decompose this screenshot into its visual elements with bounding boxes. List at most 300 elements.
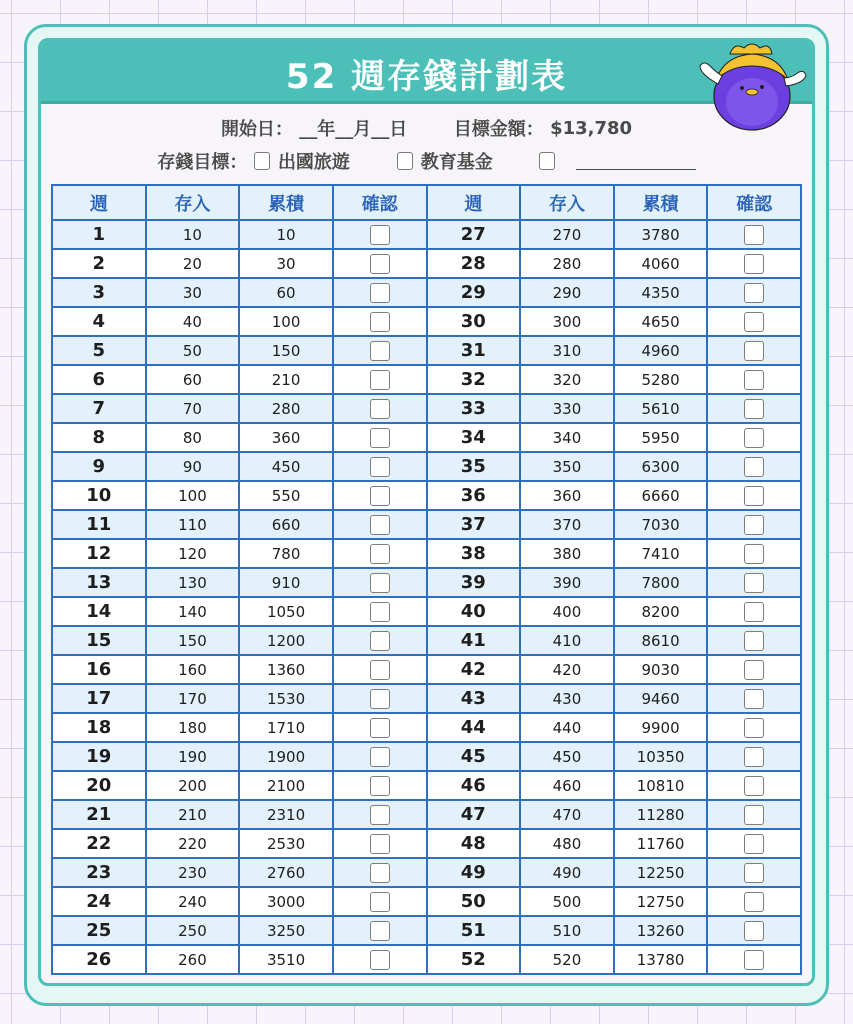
deposit-cell: 200 [146,771,240,800]
deposit-cell: 310 [520,336,614,365]
total-cell: 5610 [614,394,708,423]
table-row [52,481,801,510]
week-cell: 19 [52,742,146,771]
total-cell: 5950 [614,423,708,452]
week-cell: 4 [52,307,146,336]
confirm-cell [333,684,427,713]
confirm-checkbox[interactable] [370,341,390,361]
total-cell: 9460 [614,684,708,713]
confirm-cell [333,655,427,684]
goal-custom-input[interactable] [576,152,696,170]
deposit-cell: 320 [520,365,614,394]
confirm-cell [333,568,427,597]
confirm-cell [707,394,801,423]
confirm-checkbox[interactable] [370,370,390,390]
total-cell: 30 [239,249,333,278]
week-cell: 45 [427,742,521,771]
total-cell: 100 [239,307,333,336]
deposit-cell: 10 [146,220,240,249]
deposit-cell: 50 [146,336,240,365]
confirm-checkbox[interactable] [370,283,390,303]
confirm-cell [333,597,427,626]
deposit-cell: 390 [520,568,614,597]
week-cell: 36 [427,481,521,510]
confirm-cell [707,887,801,916]
total-cell: 1050 [239,597,333,626]
goal-checkbox-custom[interactable] [539,152,555,170]
deposit-cell: 210 [146,800,240,829]
total-cell: 7410 [614,539,708,568]
confirm-checkbox[interactable] [744,312,764,332]
confirm-checkbox[interactable] [744,573,764,593]
deposit-cell: 420 [520,655,614,684]
start-date-field[interactable]: __年__月__日 [299,119,408,140]
confirm-checkbox[interactable] [744,718,764,738]
week-cell: 46 [427,771,521,800]
deposit-cell: 110 [146,510,240,539]
deposit-cell: 180 [146,713,240,742]
confirm-cell [707,684,801,713]
deposit-cell: 170 [146,684,240,713]
confirm-cell [707,365,801,394]
table-row [52,684,801,713]
deposit-cell: 280 [520,249,614,278]
total-cell: 8610 [614,626,708,655]
table-row [52,829,801,858]
total-cell: 3510 [239,945,333,974]
table-row [52,626,801,655]
week-cell: 52 [427,945,521,974]
total-cell: 11280 [614,800,708,829]
week-cell: 15 [52,626,146,655]
week-cell: 38 [427,539,521,568]
confirm-cell [707,336,801,365]
confirm-checkbox[interactable] [744,892,764,912]
week-cell: 23 [52,858,146,887]
total-cell: 660 [239,510,333,539]
deposit-cell: 230 [146,858,240,887]
deposit-cell: 160 [146,655,240,684]
deposit-cell: 100 [146,481,240,510]
week-cell: 20 [52,771,146,800]
confirm-cell [333,423,427,452]
confirm-checkbox[interactable] [744,457,764,477]
confirm-cell [707,249,801,278]
confirm-cell [707,510,801,539]
confirm-cell [707,597,801,626]
confirm-cell [333,713,427,742]
total-cell: 13260 [614,916,708,945]
deposit-cell: 440 [520,713,614,742]
week-cell: 12 [52,539,146,568]
total-cell: 450 [239,452,333,481]
table-row [52,655,801,684]
week-cell: 43 [427,684,521,713]
week-cell: 5 [52,336,146,365]
confirm-checkbox[interactable] [370,834,390,854]
deposit-cell: 60 [146,365,240,394]
confirm-cell [333,365,427,394]
week-cell: 47 [427,800,521,829]
deposit-cell: 20 [146,249,240,278]
total-cell: 3250 [239,916,333,945]
table-body [52,220,801,974]
table-row [52,568,801,597]
total-cell: 8200 [614,597,708,626]
confirm-checkbox[interactable] [744,254,764,274]
confirm-cell [333,829,427,858]
confirm-checkbox[interactable] [370,457,390,477]
deposit-cell: 30 [146,278,240,307]
total-cell: 150 [239,336,333,365]
total-cell: 2100 [239,771,333,800]
week-cell: 3 [52,278,146,307]
deposit-cell: 470 [520,800,614,829]
goal-checkbox-education[interactable] [397,152,413,170]
total-cell: 4960 [614,336,708,365]
header-week: 週 [52,185,146,220]
confirm-checkbox[interactable] [370,486,390,506]
week-cell: 16 [52,655,146,684]
header-deposit: 存入 [520,185,614,220]
deposit-cell: 510 [520,916,614,945]
confirm-cell [333,742,427,771]
confirm-cell [707,713,801,742]
deposit-cell: 80 [146,423,240,452]
week-cell: 42 [427,655,521,684]
confirm-cell [333,771,427,800]
week-cell: 31 [427,336,521,365]
deposit-cell: 370 [520,510,614,539]
total-cell: 6660 [614,481,708,510]
confirm-checkbox[interactable] [370,515,390,535]
header-deposit: 存入 [146,185,240,220]
week-cell: 2 [52,249,146,278]
week-cell: 21 [52,800,146,829]
table-row [52,365,801,394]
confirm-cell [333,626,427,655]
total-cell: 360 [239,423,333,452]
confirm-checkbox[interactable] [744,834,764,854]
total-cell: 7030 [614,510,708,539]
week-cell: 40 [427,597,521,626]
table-row [52,278,801,307]
goal-row [0,148,853,174]
week-cell: 11 [52,510,146,539]
total-cell: 12250 [614,858,708,887]
total-cell: 3780 [614,220,708,249]
week-cell: 29 [427,278,521,307]
total-cell: 2760 [239,858,333,887]
confirm-checkbox[interactable] [370,312,390,332]
week-cell: 26 [52,945,146,974]
deposit-cell: 410 [520,626,614,655]
week-cell: 6 [52,365,146,394]
confirm-cell [333,220,427,249]
week-cell: 32 [427,365,521,394]
confirm-checkbox[interactable] [744,428,764,448]
goal-checkbox-travel[interactable] [254,152,270,170]
confirm-cell [333,510,427,539]
week-cell: 27 [427,220,521,249]
table-row [52,916,801,945]
total-cell: 9900 [614,713,708,742]
total-cell: 10350 [614,742,708,771]
confirm-cell [707,916,801,945]
deposit-cell: 270 [520,220,614,249]
confirm-checkbox[interactable] [370,747,390,767]
confirm-cell [707,539,801,568]
table-row [52,800,801,829]
confirm-cell [333,394,427,423]
header-total: 累積 [239,185,333,220]
goal-option-education: 教育基金 [420,152,493,173]
total-cell: 1360 [239,655,333,684]
deposit-cell: 150 [146,626,240,655]
confirm-cell [333,336,427,365]
confirm-cell [707,278,801,307]
confirm-checkbox[interactable] [370,805,390,825]
table-row [52,510,801,539]
confirm-checkbox[interactable] [744,544,764,564]
confirm-cell [707,481,801,510]
confirm-cell [333,916,427,945]
table-row [52,423,801,452]
total-cell: 60 [239,278,333,307]
confirm-cell [333,887,427,916]
confirm-cell [707,655,801,684]
confirm-cell [707,220,801,249]
deposit-cell: 300 [520,307,614,336]
confirm-cell [333,539,427,568]
table-row [52,713,801,742]
confirm-cell [707,771,801,800]
confirm-checkbox[interactable] [370,776,390,796]
confirm-checkbox[interactable] [370,660,390,680]
deposit-cell: 290 [520,278,614,307]
deposit-cell: 140 [146,597,240,626]
week-cell: 8 [52,423,146,452]
week-cell: 18 [52,713,146,742]
confirm-checkbox[interactable] [744,602,764,622]
confirm-cell [333,858,427,887]
week-cell: 49 [427,858,521,887]
table-row [52,249,801,278]
goal-label: 存錢目標： [157,152,248,173]
total-cell: 11760 [614,829,708,858]
total-cell: 10 [239,220,333,249]
table-row [52,742,801,771]
total-cell: 4350 [614,278,708,307]
deposit-cell: 260 [146,945,240,974]
total-cell: 1200 [239,626,333,655]
confirm-checkbox[interactable] [370,689,390,709]
deposit-cell: 490 [520,858,614,887]
deposit-cell: 40 [146,307,240,336]
table-row [52,887,801,916]
deposit-cell: 430 [520,684,614,713]
table-row [52,452,801,481]
deposit-cell: 480 [520,829,614,858]
total-cell: 2310 [239,800,333,829]
start-date-label: 開始日： [220,119,293,140]
week-cell: 7 [52,394,146,423]
confirm-checkbox[interactable] [744,805,764,825]
confirm-checkbox[interactable] [744,225,764,245]
confirm-checkbox[interactable] [370,631,390,651]
header-confirm: 確認 [333,185,427,220]
confirm-checkbox[interactable] [370,718,390,738]
confirm-cell [333,307,427,336]
confirm-checkbox[interactable] [744,486,764,506]
week-cell: 22 [52,829,146,858]
confirm-cell [333,249,427,278]
confirm-cell [707,423,801,452]
page-title: 52 週存錢計劃表 [285,57,568,97]
deposit-cell: 520 [520,945,614,974]
confirm-checkbox[interactable] [370,573,390,593]
deposit-cell: 380 [520,539,614,568]
confirm-checkbox[interactable] [370,921,390,941]
total-cell: 9030 [614,655,708,684]
confirm-cell [707,945,801,974]
confirm-checkbox[interactable] [370,950,390,970]
target-amount-label: 目標金額： [453,119,544,140]
week-cell: 14 [52,597,146,626]
deposit-cell: 190 [146,742,240,771]
total-cell: 1710 [239,713,333,742]
week-cell: 17 [52,684,146,713]
confirm-checkbox[interactable] [370,544,390,564]
table-row [52,307,801,336]
confirm-checkbox[interactable] [370,399,390,419]
total-cell: 3000 [239,887,333,916]
confirm-checkbox[interactable] [744,660,764,680]
confirm-checkbox[interactable] [744,283,764,303]
total-cell: 5280 [614,365,708,394]
header-total: 累積 [614,185,708,220]
week-cell: 37 [427,510,521,539]
plan-info-row [0,115,853,141]
confirm-cell [707,800,801,829]
total-cell: 280 [239,394,333,423]
deposit-cell: 240 [146,887,240,916]
confirm-cell [333,278,427,307]
total-cell: 10810 [614,771,708,800]
table-row [52,945,801,974]
deposit-cell: 220 [146,829,240,858]
confirm-checkbox[interactable] [370,225,390,245]
total-cell: 12750 [614,887,708,916]
confirm-cell [707,626,801,655]
confirm-cell [333,481,427,510]
confirm-checkbox[interactable] [370,892,390,912]
header-week: 週 [427,185,521,220]
deposit-cell: 360 [520,481,614,510]
confirm-checkbox[interactable] [744,776,764,796]
table-row [52,220,801,249]
table-row [52,597,801,626]
confirm-cell [333,452,427,481]
confirm-checkbox[interactable] [370,602,390,622]
confirm-checkbox[interactable] [370,863,390,883]
total-cell: 4650 [614,307,708,336]
deposit-cell: 350 [520,452,614,481]
total-cell: 1530 [239,684,333,713]
week-cell: 9 [52,452,146,481]
table-row [52,858,801,887]
week-cell: 35 [427,452,521,481]
week-cell: 51 [427,916,521,945]
confirm-cell [333,945,427,974]
week-cell: 28 [427,249,521,278]
week-cell: 24 [52,887,146,916]
deposit-cell: 130 [146,568,240,597]
total-cell: 910 [239,568,333,597]
confirm-checkbox[interactable] [744,921,764,941]
confirm-cell [707,858,801,887]
confirm-cell [707,829,801,858]
week-cell: 34 [427,423,521,452]
deposit-cell: 400 [520,597,614,626]
table-header-row [52,185,801,220]
total-cell: 13780 [614,945,708,974]
week-cell: 30 [427,307,521,336]
table-row [52,771,801,800]
goal-option-travel: 出國旅遊 [277,152,350,173]
confirm-checkbox[interactable] [744,950,764,970]
week-cell: 41 [427,626,521,655]
confirm-cell [707,568,801,597]
total-cell: 550 [239,481,333,510]
total-cell: 2530 [239,829,333,858]
deposit-cell: 90 [146,452,240,481]
header-confirm: 確認 [707,185,801,220]
week-cell: 33 [427,394,521,423]
confirm-checkbox[interactable] [744,515,764,535]
week-cell: 1 [52,220,146,249]
table-row [52,539,801,568]
confirm-cell [707,742,801,771]
deposit-cell: 120 [146,539,240,568]
confirm-cell [707,452,801,481]
week-cell: 25 [52,916,146,945]
confirm-cell [333,800,427,829]
confirm-checkbox[interactable] [744,689,764,709]
deposit-cell: 250 [146,916,240,945]
deposit-cell: 500 [520,887,614,916]
total-cell: 780 [239,539,333,568]
week-cell: 39 [427,568,521,597]
confirm-checkbox[interactable] [370,428,390,448]
deposit-cell: 340 [520,423,614,452]
total-cell: 6300 [614,452,708,481]
savings-table [51,184,802,975]
week-cell: 44 [427,713,521,742]
total-cell: 1900 [239,742,333,771]
confirm-checkbox[interactable] [370,254,390,274]
week-cell: 10 [52,481,146,510]
confirm-checkbox[interactable] [744,341,764,361]
confirm-checkbox[interactable] [744,863,764,883]
confirm-cell [707,307,801,336]
confirm-checkbox[interactable] [744,399,764,419]
total-cell: 210 [239,365,333,394]
confirm-checkbox[interactable] [744,370,764,390]
confirm-checkbox[interactable] [744,747,764,767]
confirm-checkbox[interactable] [744,631,764,651]
table-row [52,336,801,365]
